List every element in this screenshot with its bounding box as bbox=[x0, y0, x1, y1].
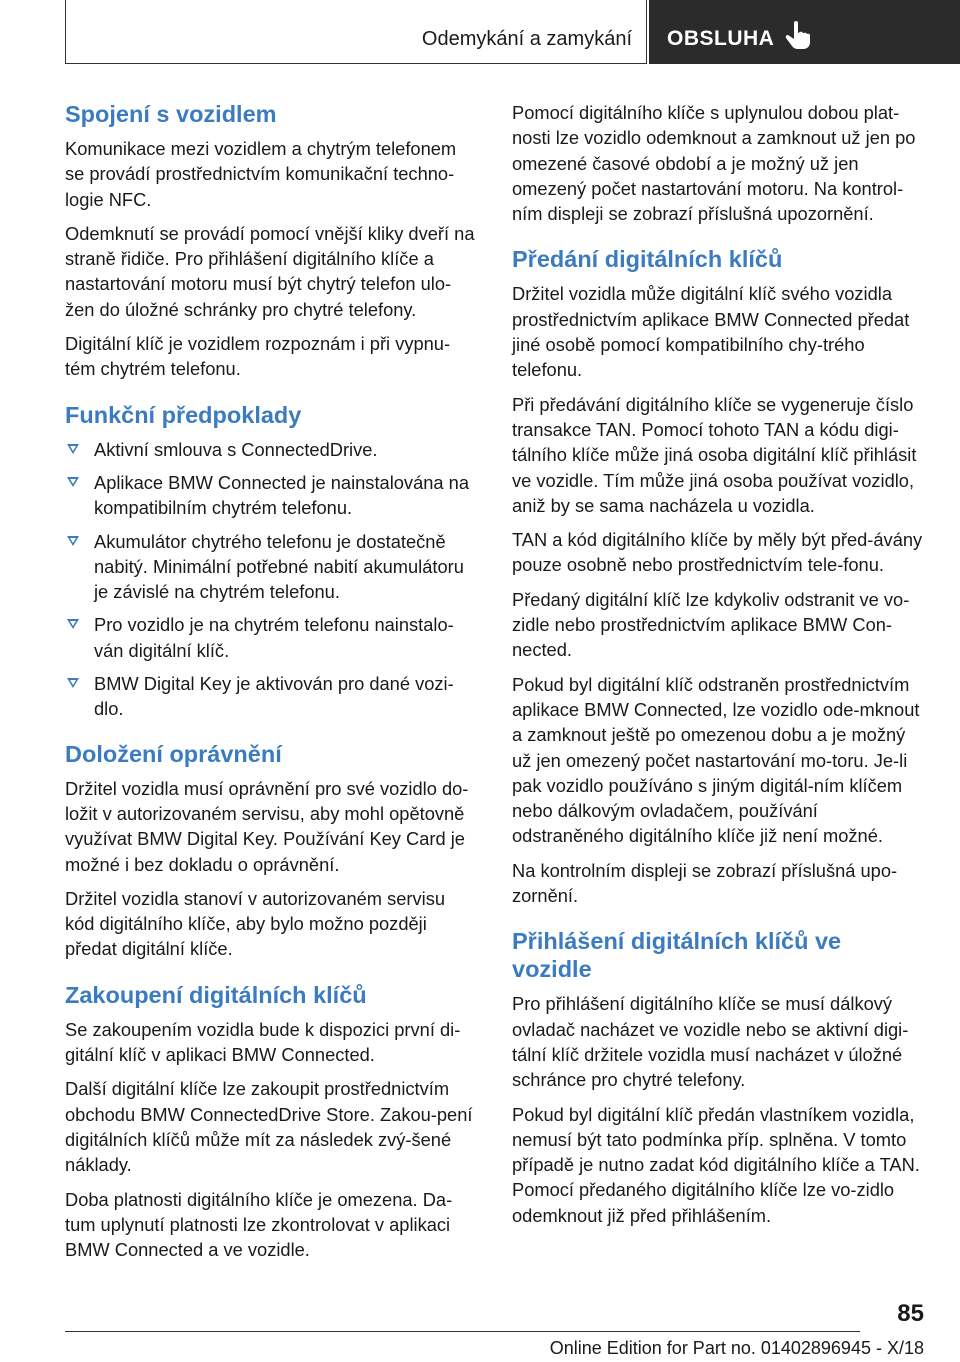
page-number: 85 bbox=[897, 1300, 924, 1327]
triangle-bullet-icon bbox=[67, 536, 79, 546]
paragraph: Se zakoupením vozidla bude k dispozici první di‐gitální klíč v aplikaci BMW Connected. bbox=[65, 1018, 461, 1066]
left-column bbox=[65, 100, 479, 1271]
edition-footer: Online Edition for Part no. 01402896945 - X/18 bbox=[549, 1338, 924, 1358]
list-item: Aplikace BMW Connected je nainstalována na kompatibilním chytrém telefonu. bbox=[65, 470, 479, 521]
list-item: Pro vozidlo je na chytrém telefonu nainstalo‐ván digitální klíč. bbox=[65, 612, 479, 663]
paragraph: Další digitální klíče lze zakoupit prostřednictvím obchodu BMW ConnectedDrive Store. Zakou‐pení digitálních klíčů může mít za následek zvý‐šené náklady. bbox=[65, 1078, 473, 1176]
paragraph: Držitel vozidla stanoví v autorizovaném servisu kód digitálního klíče, aby bylo možno později předat digitální klíče. bbox=[65, 887, 445, 960]
paragraph: Doba platnosti digitálního klíče je omezena. Da‐tum uplynutí platnosti lze zkontrolovat v aplikaci BMW Connected a ve vozidle. bbox=[65, 1188, 453, 1261]
hand-pointer-icon bbox=[785, 20, 811, 50]
triangle-bullet-icon bbox=[67, 678, 79, 688]
paragraph: Držitel vozidla musí oprávnění pro své vozidlo do‐ložit v autorizovaném servisu, aby mohl opětovně využívat BMW Digital Key. Používání Key Card je možné i bez dokladu o oprávnění. bbox=[65, 777, 469, 875]
paragraph: Při předávání digitálního klíče se vygeneruje číslo transakce TAN. Pomocí tohoto TAN a kódu digi‐tálního klíče může jiná osoba digitální klíč přihlásit ve vozidle. Tím může jiná osoba používat vozidlo, aniž by se sama nacházela u vozidla. bbox=[512, 393, 917, 516]
heading-predpoklady: Funkční předpoklady bbox=[65, 401, 302, 428]
paragraph: TAN a kód digitálního klíče by měly být před‐ávány pouze osobně nebo prostřednictvím tele‐fonu. bbox=[512, 529, 923, 576]
section-title: Odemykání a zamykání bbox=[421, 28, 632, 50]
right-column bbox=[512, 100, 926, 1237]
heading-spojeni: Spojení s vozidlem bbox=[65, 101, 277, 127]
section-header bbox=[65, 0, 647, 64]
list-item: BMW Digital Key je aktivován pro dané vozi‐dlo. bbox=[65, 671, 479, 722]
paragraph: Předaný digitální klíč lze kdykoliv odstranit ve vo‐zidle nebo prostřednictvím aplikace BMW Con‐nected. bbox=[512, 588, 910, 661]
paragraph: Pomocí digitálního klíče s uplynulou dobou plat‐nosti lze vozidlo odemknout a zamknout už jen po omezené časové období a je možný už jen omezený počet nastartování motoru. Na kontrol‐ním displeji se zobrazí příslušná upozornění. bbox=[512, 102, 916, 225]
heading-predani: Předání digitálních klíčů bbox=[512, 246, 783, 273]
chapter-tab-label: OBSLUHA bbox=[667, 27, 775, 50]
triangle-bullet-icon bbox=[67, 619, 79, 629]
triangle-bullet-icon bbox=[67, 444, 79, 454]
requirements-list bbox=[65, 437, 479, 722]
footer-divider bbox=[65, 1331, 860, 1332]
heading-zakoupeni: Zakoupení digitálních klíčů bbox=[65, 981, 367, 1008]
list-item: Aktivní smlouva s ConnectedDrive. bbox=[65, 437, 479, 462]
chapter-tab bbox=[649, 0, 960, 64]
paragraph: Odemknutí se provádí pomocí vnější kliky dveří na straně řidiče. Pro přihlášení digitálního klíče a nastartování motoru musí být chytrý telefon ulo‐žen do úložné schránky pro chytré telefony. bbox=[65, 222, 475, 320]
paragraph: Držitel vozidla může digitální klíč svého vozidla prostřednictvím aplikace BMW Connected předat jiné osobě pomocí kompatibilního chy‐trého telefonu. bbox=[512, 283, 910, 381]
paragraph: Pokud byl digitální klíč odstraněn prostřednictvím aplikace BMW Connected, lze vozidlo ode‐mknout a zamknout ještě po omezenou dobu a je možný už jen omezený počet nastartování mo‐toru. Je-li pak vozidlo používáno s jiným digitál‐ním klíčem nebo dálkovým ovladačem, používání odstraněného digitálního klíče již není možné. bbox=[512, 673, 920, 847]
paragraph: Na kontrolním displeji se zobrazí příslušná upo‐zornění. bbox=[512, 859, 898, 907]
paragraph: Digitální klíč je vozidlem rozpoznám i při vypnu‐tém chytrém telefonu. bbox=[65, 333, 451, 380]
paragraph: Pokud byl digitální klíč předán vlastníkem vozidla, nemusí být tato podmínka příp. splněna. V tomto případě je nutno zadat kód digitálního klíče a TAN. Pomocí předaného digitálního klíče lze vo‐zidlo odemknout již před přihlášením. bbox=[512, 1103, 920, 1226]
triangle-bullet-icon bbox=[67, 477, 79, 487]
paragraph: Pro přihlášení digitálního klíče se musí dálkový ovladač nacházet ve vozidle nebo se aktivní digi‐tální klíč držitele vozidla musí nacházet v úložné schránce pro chytré telefony. bbox=[512, 993, 909, 1091]
heading-dolozeni: Doložení oprávnění bbox=[65, 740, 282, 767]
list-item: Akumulátor chytrého telefonu je dostatečně nabitý. Minimální potřebné nabití akumulátoru je závislé na chytrém telefonu. bbox=[65, 529, 479, 605]
paragraph: Komunikace mezi vozidlem a chytrým telefonem se provádí prostřednictvím komunikační techno‐logie NFC. bbox=[65, 138, 457, 210]
page-header bbox=[65, 0, 960, 66]
heading-prihlaseni: Přihlášení digitálních klíčů ve vozidle bbox=[512, 928, 842, 983]
